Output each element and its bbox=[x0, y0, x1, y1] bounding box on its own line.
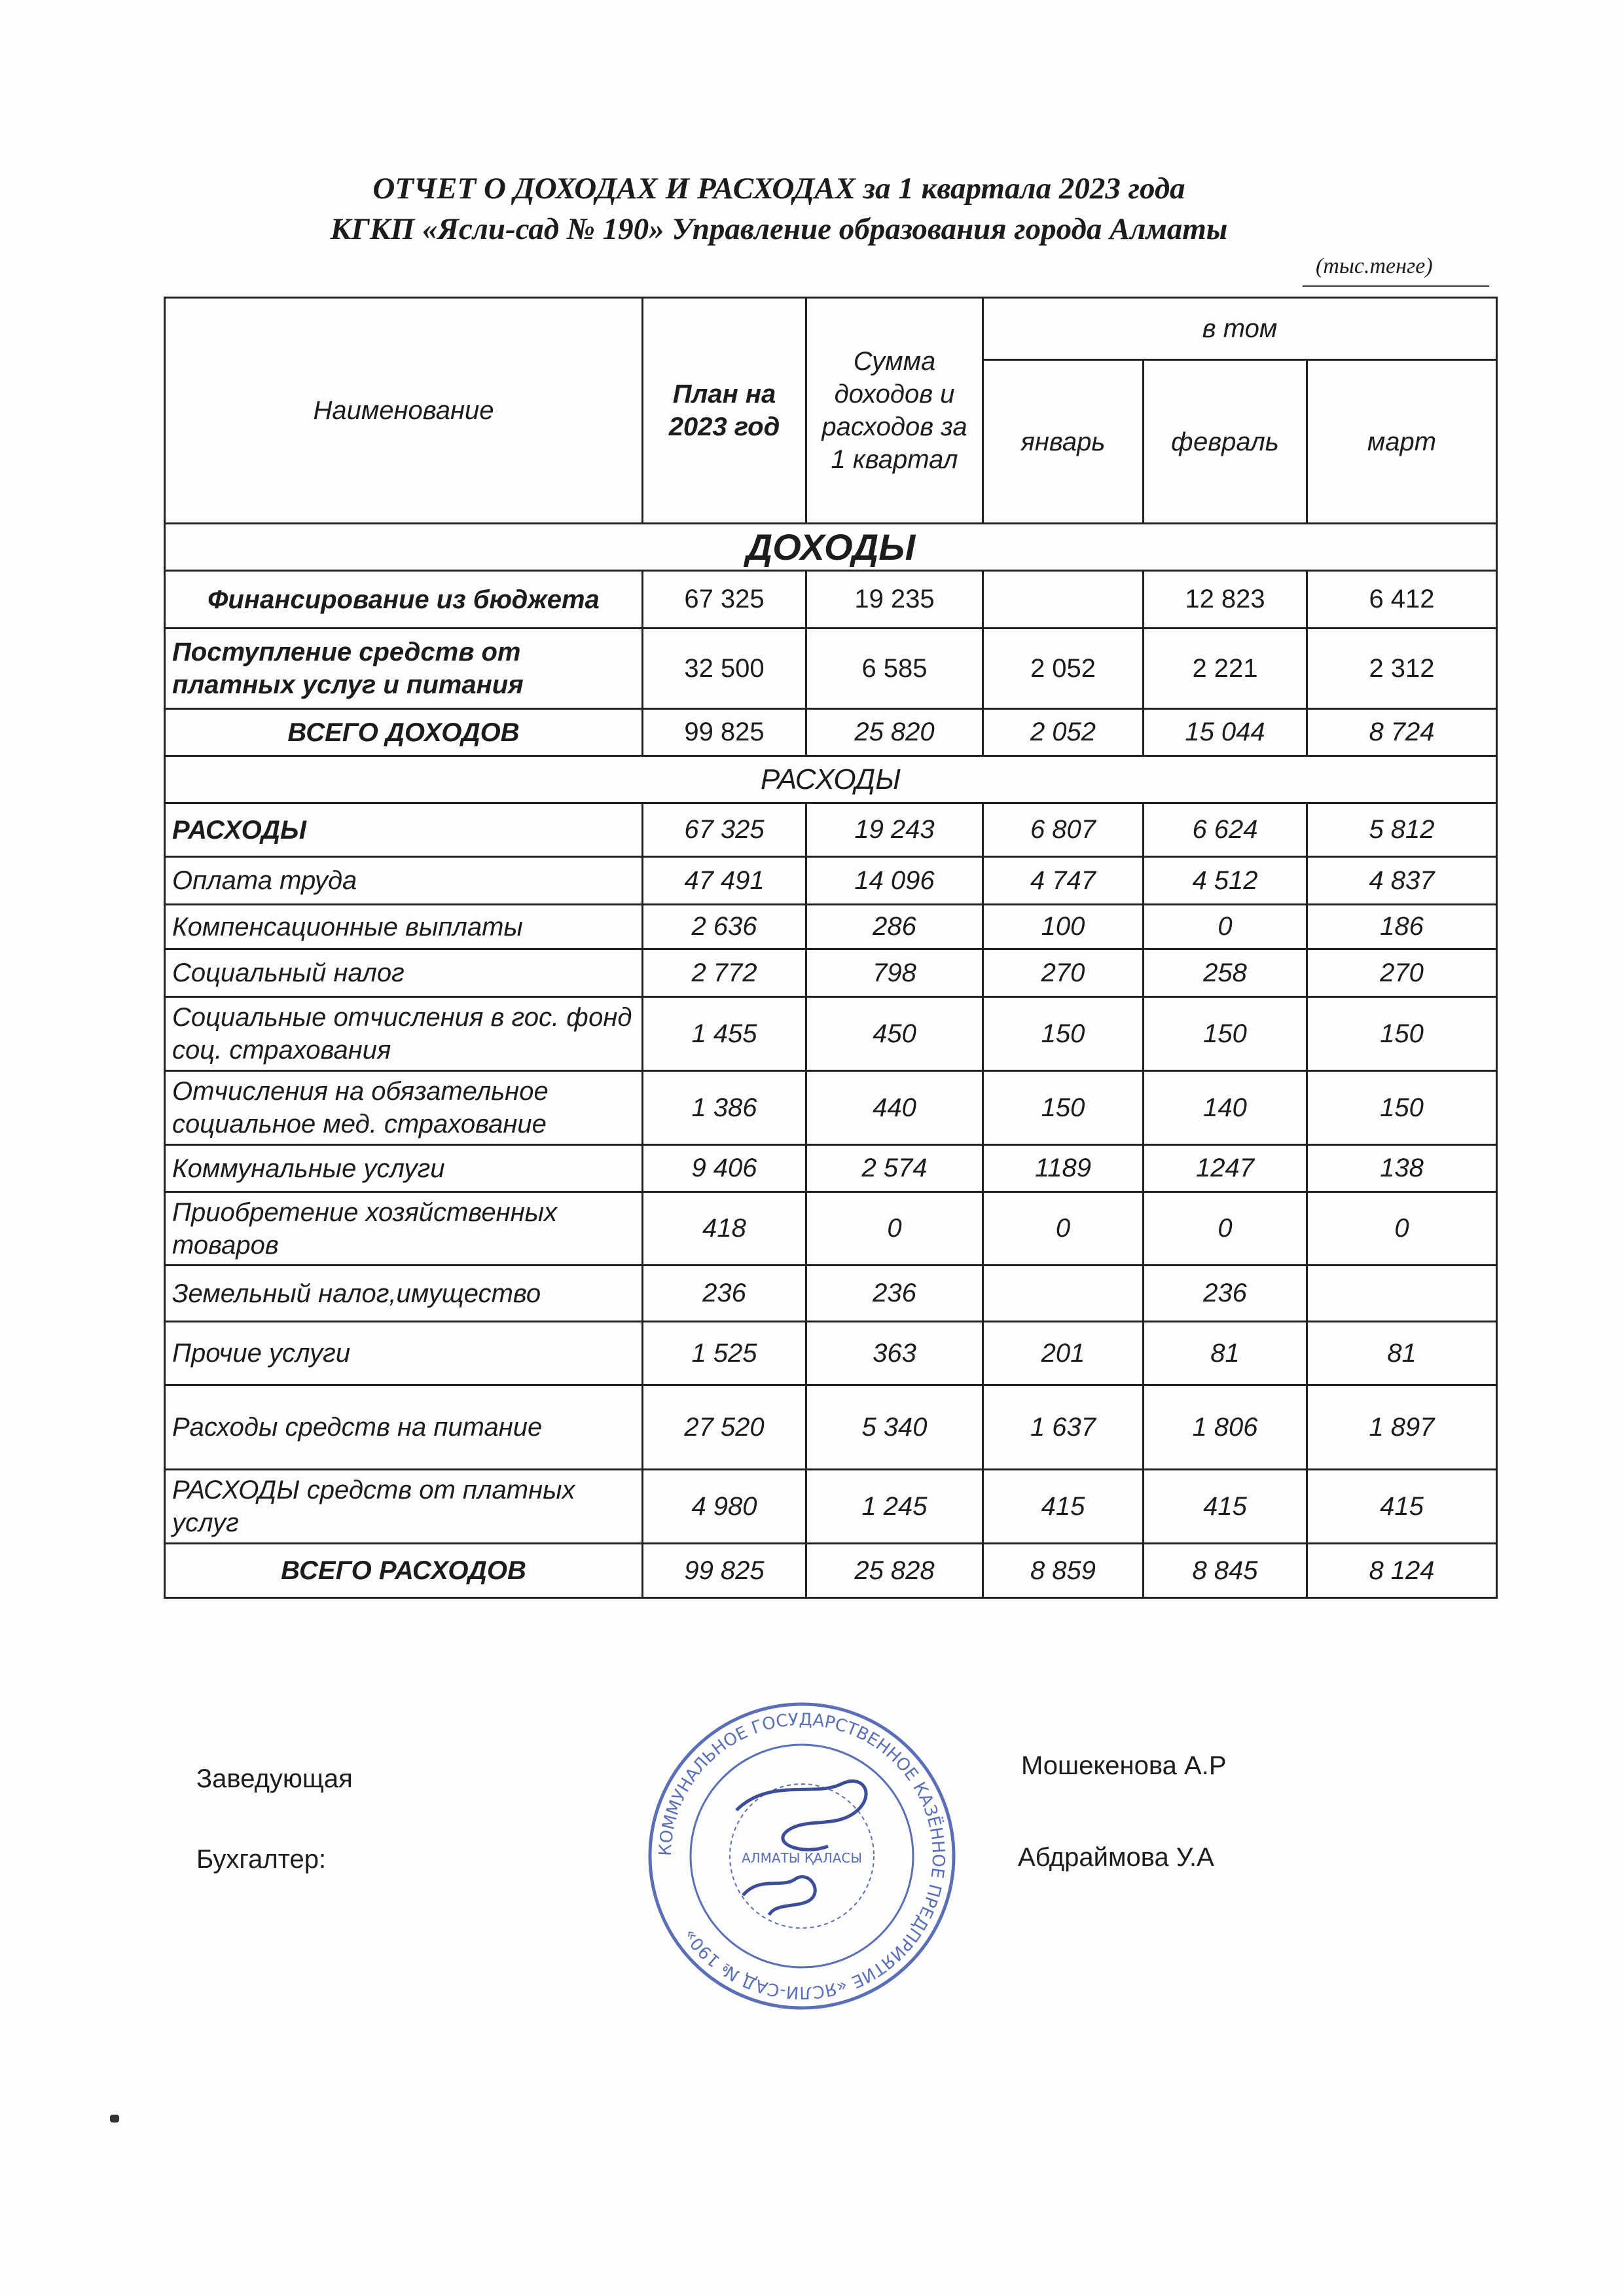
cell-plan: 47 491 bbox=[643, 857, 806, 905]
table-row bbox=[165, 629, 1497, 709]
row-name: Финансирование из бюджета bbox=[165, 571, 643, 629]
cell-plan: 1 455 bbox=[643, 997, 806, 1071]
table-row bbox=[165, 949, 1497, 997]
cell-march: 0 bbox=[1307, 1192, 1497, 1266]
cell-plan: 2 636 bbox=[643, 905, 806, 949]
header-february: февраль bbox=[1144, 360, 1307, 524]
header-including: в том bbox=[983, 298, 1497, 360]
cell-february: 4 512 bbox=[1144, 857, 1307, 905]
cell-sum: 19 243 bbox=[806, 803, 983, 857]
cell-sum: 236 bbox=[806, 1266, 983, 1322]
header-sum: Сумма доходов и расходов за 1 квартал bbox=[806, 298, 983, 524]
row-name: Компенсационные выплаты bbox=[165, 905, 643, 949]
cell-plan: 236 bbox=[643, 1266, 806, 1322]
header-march: март bbox=[1307, 360, 1497, 524]
table-row bbox=[165, 1385, 1497, 1470]
cell-march: 6 412 bbox=[1307, 571, 1497, 629]
cell-march: 150 bbox=[1307, 997, 1497, 1071]
cell-plan: 1 386 bbox=[643, 1071, 806, 1145]
cell-march bbox=[1307, 1266, 1497, 1322]
cell-january: 270 bbox=[983, 949, 1144, 997]
cell-march: 150 bbox=[1307, 1071, 1497, 1145]
cell-sum: 6 585 bbox=[806, 629, 983, 709]
units-underline bbox=[1303, 285, 1489, 287]
row-name: Земельный налог,имущество bbox=[165, 1266, 643, 1322]
report-table bbox=[164, 297, 1498, 1599]
cell-sum: 19 235 bbox=[806, 571, 983, 629]
cell-february: 1247 bbox=[1144, 1145, 1307, 1192]
cell-january: 2 052 bbox=[983, 709, 1144, 756]
table-row bbox=[165, 1544, 1497, 1598]
cell-plan: 99 825 bbox=[643, 709, 806, 756]
cell-february: 150 bbox=[1144, 997, 1307, 1071]
cell-sum: 25 820 bbox=[806, 709, 983, 756]
cell-january: 4 747 bbox=[983, 857, 1144, 905]
cell-february: 12 823 bbox=[1144, 571, 1307, 629]
cell-sum: 0 bbox=[806, 1192, 983, 1266]
table-row bbox=[165, 571, 1497, 629]
cell-february: 1 806 bbox=[1144, 1385, 1307, 1470]
cell-plan: 4 980 bbox=[643, 1470, 806, 1544]
cell-february: 2 221 bbox=[1144, 629, 1307, 709]
accountant-name: Абдраймова У.А bbox=[1018, 1843, 1214, 1872]
cell-january: 415 bbox=[983, 1470, 1144, 1544]
head-label: Заведующая bbox=[196, 1764, 353, 1793]
cell-sum: 14 096 bbox=[806, 857, 983, 905]
cell-sum: 440 bbox=[806, 1071, 983, 1145]
cell-january bbox=[983, 1266, 1144, 1322]
cell-sum: 25 828 bbox=[806, 1544, 983, 1598]
head-name: Мошекенова А.Р bbox=[1021, 1751, 1227, 1780]
row-name: Приобретение хозяйственных товаров bbox=[165, 1192, 643, 1266]
cell-march: 270 bbox=[1307, 949, 1497, 997]
cell-january: 0 bbox=[983, 1192, 1144, 1266]
cell-february: 0 bbox=[1144, 905, 1307, 949]
row-name: Оплата труда bbox=[165, 857, 643, 905]
cell-plan: 67 325 bbox=[643, 803, 806, 857]
cell-plan: 1 525 bbox=[643, 1322, 806, 1385]
accountant-label: Бухгалтер: bbox=[196, 1845, 327, 1874]
cell-sum: 5 340 bbox=[806, 1385, 983, 1470]
scan-dot bbox=[110, 2115, 119, 2123]
cell-plan: 2 772 bbox=[643, 949, 806, 997]
row-name: Социальный налог bbox=[165, 949, 643, 997]
cell-plan: 9 406 bbox=[643, 1145, 806, 1192]
cell-sum: 450 bbox=[806, 997, 983, 1071]
cell-january: 150 bbox=[983, 997, 1144, 1071]
table-row bbox=[165, 857, 1497, 905]
cell-plan: 67 325 bbox=[643, 571, 806, 629]
cell-march: 4 837 bbox=[1307, 857, 1497, 905]
row-name: ВСЕГО РАСХОДОВ bbox=[165, 1544, 643, 1598]
cell-sum: 798 bbox=[806, 949, 983, 997]
row-name: Отчисления на обязательное социальное мед. страхование bbox=[165, 1071, 643, 1145]
cell-sum: 2 574 bbox=[806, 1145, 983, 1192]
header-january: январь bbox=[983, 360, 1144, 524]
table-row bbox=[165, 803, 1497, 857]
cell-february: 8 845 bbox=[1144, 1544, 1307, 1598]
table-row bbox=[165, 1145, 1497, 1192]
table-row bbox=[165, 1266, 1497, 1322]
cell-january bbox=[983, 571, 1144, 629]
cell-plan: 27 520 bbox=[643, 1385, 806, 1470]
stamp-inner-text: АЛМАТЫ ҚАЛАСЫ bbox=[741, 1850, 863, 1866]
cell-january: 100 bbox=[983, 905, 1144, 949]
table-row bbox=[165, 1322, 1497, 1385]
table-row bbox=[165, 905, 1497, 949]
cell-sum: 363 bbox=[806, 1322, 983, 1385]
cell-january: 201 bbox=[983, 1322, 1144, 1385]
section-expenses: РАСХОДЫ bbox=[165, 756, 1497, 803]
stamp-outer-text: КОММУНАЛЬНОЕ ГОСУДАРСТВЕННОЕ КАЗЁННОЕ ПРЕДПРИЯТИЕ «ЯСЛИ-САД № 190» bbox=[655, 1709, 948, 2003]
cell-january: 2 052 bbox=[983, 629, 1144, 709]
row-name: РАСХОДЫ bbox=[165, 803, 643, 857]
head-signature-stroke bbox=[736, 1781, 866, 1850]
table-row bbox=[165, 997, 1497, 1071]
row-name: Социальные отчисления в гос. фонд соц. страхования bbox=[165, 997, 643, 1071]
row-name: Прочие услуги bbox=[165, 1322, 643, 1385]
table-row bbox=[165, 1192, 1497, 1266]
cell-plan: 418 bbox=[643, 1192, 806, 1266]
cell-sum: 1 245 bbox=[806, 1470, 983, 1544]
cell-january: 8 859 bbox=[983, 1544, 1144, 1598]
cell-february: 0 bbox=[1144, 1192, 1307, 1266]
table-row bbox=[165, 1071, 1497, 1145]
cell-february: 258 bbox=[1144, 949, 1307, 997]
header-name: Наименование bbox=[165, 298, 643, 524]
cell-january: 6 807 bbox=[983, 803, 1144, 857]
cell-march: 8 124 bbox=[1307, 1544, 1497, 1598]
report-subtitle: КГКП «Ясли-сад № 190» Управление образования города Алматы bbox=[330, 212, 1228, 246]
cell-march: 138 bbox=[1307, 1145, 1497, 1192]
cell-plan: 99 825 bbox=[643, 1544, 806, 1598]
cell-february: 15 044 bbox=[1144, 709, 1307, 756]
cell-february: 236 bbox=[1144, 1266, 1307, 1322]
row-name: Коммунальные услуги bbox=[165, 1145, 643, 1192]
cell-february: 415 bbox=[1144, 1470, 1307, 1544]
cell-march: 81 bbox=[1307, 1322, 1497, 1385]
cell-january: 1189 bbox=[983, 1145, 1144, 1192]
cell-march: 1 897 bbox=[1307, 1385, 1497, 1470]
cell-february: 81 bbox=[1144, 1322, 1307, 1385]
cell-february: 6 624 bbox=[1144, 803, 1307, 857]
header-plan: План на 2023 год bbox=[643, 298, 806, 524]
cell-march: 8 724 bbox=[1307, 709, 1497, 756]
section-income: ДОХОДЫ bbox=[165, 524, 1497, 571]
cell-march: 186 bbox=[1307, 905, 1497, 949]
cell-march: 5 812 bbox=[1307, 803, 1497, 857]
table-row bbox=[165, 709, 1497, 756]
row-name: Расходы средств на питание bbox=[165, 1385, 643, 1470]
cell-sum: 286 bbox=[806, 905, 983, 949]
cell-february: 140 bbox=[1144, 1071, 1307, 1145]
table-row bbox=[165, 1470, 1497, 1544]
units-note: (тыс.тенге) bbox=[1316, 254, 1433, 278]
cell-january: 150 bbox=[983, 1071, 1144, 1145]
cell-plan: 32 500 bbox=[643, 629, 806, 709]
row-name: Поступление средств от платных услуг и питания bbox=[165, 629, 643, 709]
row-name: ВСЕГО ДОХОДОВ bbox=[165, 709, 643, 756]
cell-march: 415 bbox=[1307, 1470, 1497, 1544]
cell-march: 2 312 bbox=[1307, 629, 1497, 709]
report-title: ОТЧЕТ О ДОХОДАХ И РАСХОДАХ за 1 квартала 2023 года bbox=[372, 172, 1185, 206]
official-stamp bbox=[645, 1699, 959, 2013]
cell-january: 1 637 bbox=[983, 1385, 1144, 1470]
row-name: РАСХОДЫ средств от платных услуг bbox=[165, 1470, 643, 1544]
